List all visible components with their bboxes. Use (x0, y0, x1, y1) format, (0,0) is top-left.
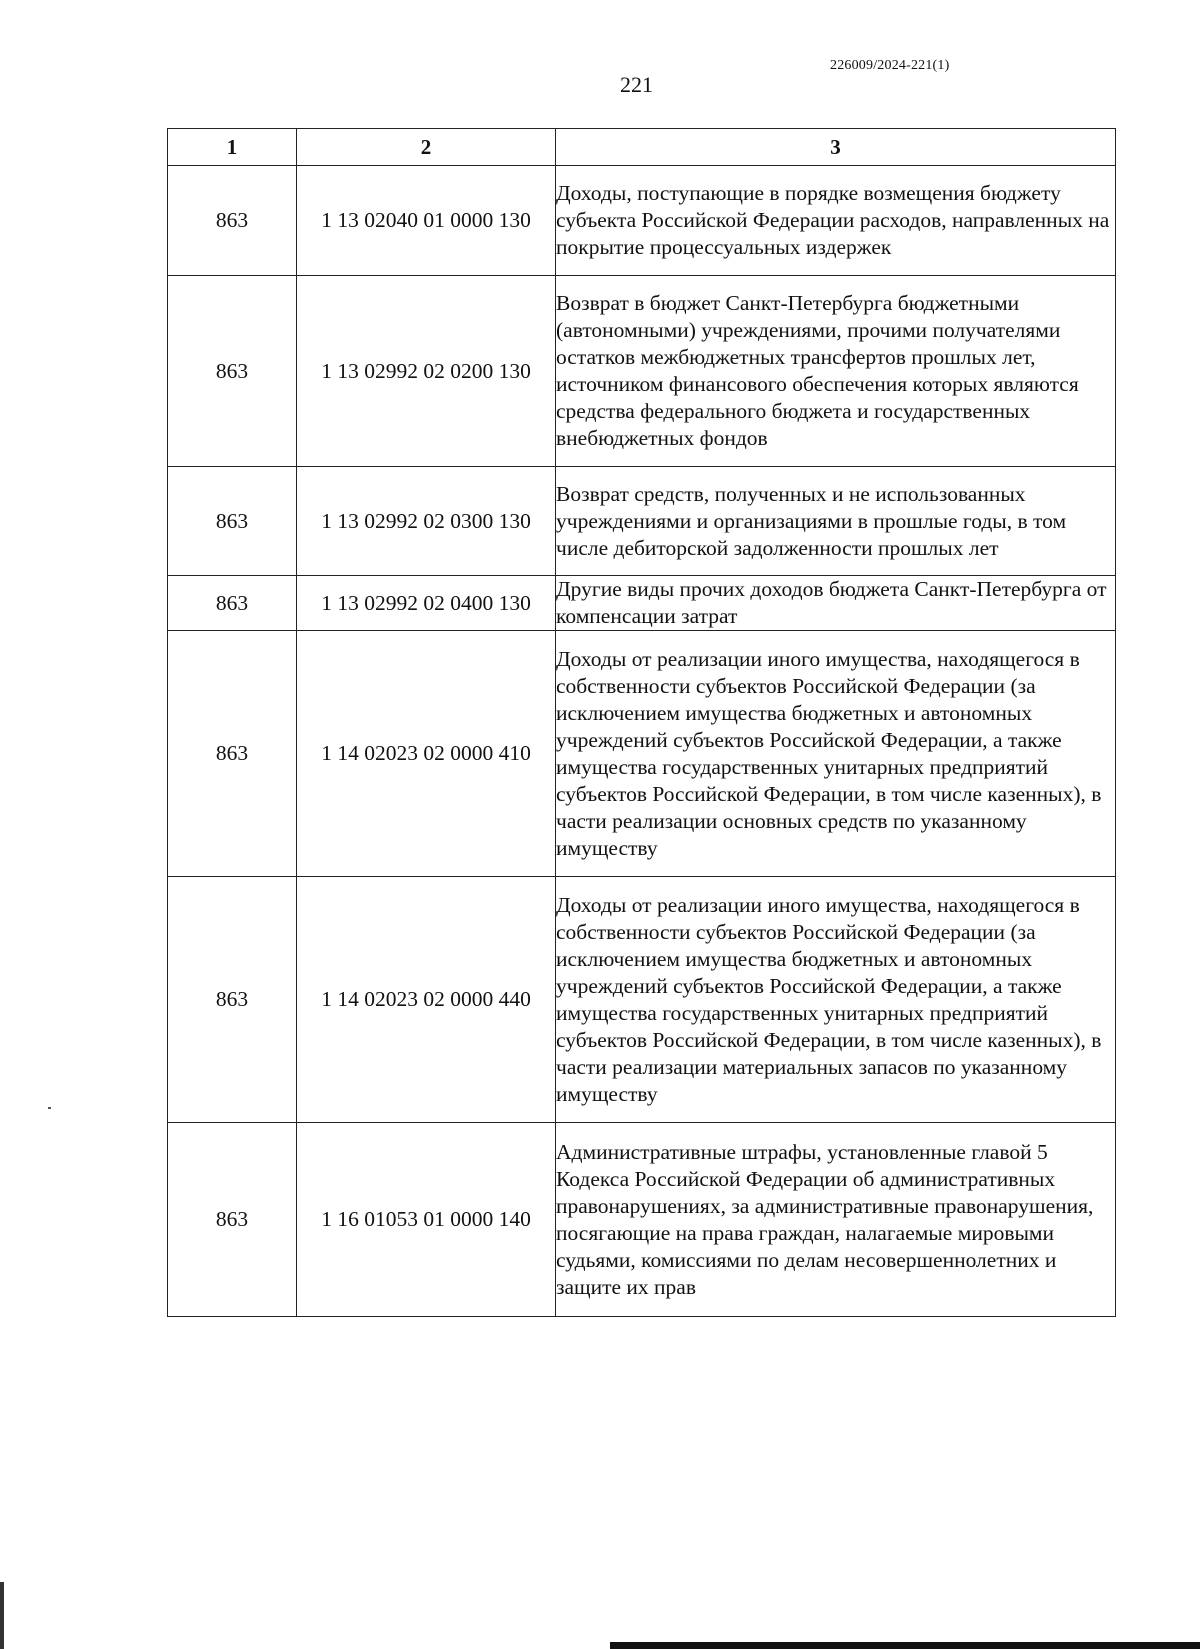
budget-revenue-table (167, 128, 1116, 1317)
table-row (168, 166, 1116, 276)
admin-code-cell: 863 (168, 576, 297, 631)
admin-code-cell: 863 (168, 276, 297, 467)
description-cell: Доходы от реализации иного имущества, находящегося в собственности субъектов Российской Федерации (за исключением имущества бюджетных и автономных учреждений субъектов Российской Федерации, а также имущества государственных унитарных предприятий субъектов Российской Федерации, в том числе казенных), в части реализации основных средств по указанному имуществу (556, 631, 1116, 877)
table-row (168, 467, 1116, 576)
column-header-1: 1 (168, 129, 297, 166)
budget-code-cell: 1 13 02992 02 0400 130 (297, 576, 556, 631)
budget-code-cell: 1 13 02040 01 0000 130 (297, 166, 556, 276)
admin-code-cell: 863 (168, 877, 297, 1123)
table-row (168, 877, 1116, 1123)
scan-speck (48, 1107, 51, 1109)
admin-code-cell: 863 (168, 631, 297, 877)
column-header-3: 3 (556, 129, 1116, 166)
description-cell: Административные штрафы, установленные главой 5 Кодекса Российской Федерации об административных правонарушениях, за административные правонарушения, посягающие на права граждан, налагаемые мировыми судьями, комиссиями по делам несовершеннолетних и защите их прав (556, 1123, 1116, 1317)
description-cell: Возврат в бюджет Санкт-Петербурга бюджетными (автономными) учреждениями, прочими получателями остатков межбюджетных трансфертов прошлых лет, источником финансового обеспечения которых являются средства федерального бюджета и государственных внебюджетных фондов (556, 276, 1116, 467)
scan-edge-left (0, 1582, 4, 1649)
description-cell: Возврат средств, полученных и не использованных учреждениями и организациями в прошлые годы, в том числе дебиторской задолженности прошлых лет (556, 467, 1116, 576)
column-header-2: 2 (297, 129, 556, 166)
document-reference-number: 226009/2024-221(1) (830, 58, 950, 73)
table-row (168, 576, 1116, 631)
description-cell: Доходы от реализации иного имущества, находящегося в собственности субъектов Российской Федерации (за исключением имущества бюджетных и автономных учреждений субъектов Российской Федерации, а также имущества государственных унитарных предприятий субъектов Российской Федерации, в том числе казенных), в части реализации материальных запасов по указанному имуществу (556, 877, 1116, 1123)
page-number: 221 (620, 72, 653, 97)
table-row (168, 276, 1116, 467)
admin-code-cell: 863 (168, 467, 297, 576)
budget-code-cell: 1 16 01053 01 0000 140 (297, 1123, 556, 1317)
budget-code-cell: 1 14 02023 02 0000 410 (297, 631, 556, 877)
table-row (168, 631, 1116, 877)
table-body (168, 166, 1116, 1317)
scan-edge-bottom (610, 1642, 1200, 1649)
table-header-row (168, 129, 1116, 166)
description-cell: Другие виды прочих доходов бюджета Санкт-Петербурга от компенсации затрат (556, 576, 1116, 631)
admin-code-cell: 863 (168, 1123, 297, 1317)
budget-code-cell: 1 13 02992 02 0200 130 (297, 276, 556, 467)
table-row (168, 1123, 1116, 1317)
admin-code-cell: 863 (168, 166, 297, 276)
budget-code-cell: 1 13 02992 02 0300 130 (297, 467, 556, 576)
description-cell: Доходы, поступающие в порядке возмещения бюджету субъекта Российской Федерации расходов, направленных на покрытие процессуальных издержек (556, 166, 1116, 276)
budget-code-cell: 1 14 02023 02 0000 440 (297, 877, 556, 1123)
table-header (168, 129, 1116, 166)
